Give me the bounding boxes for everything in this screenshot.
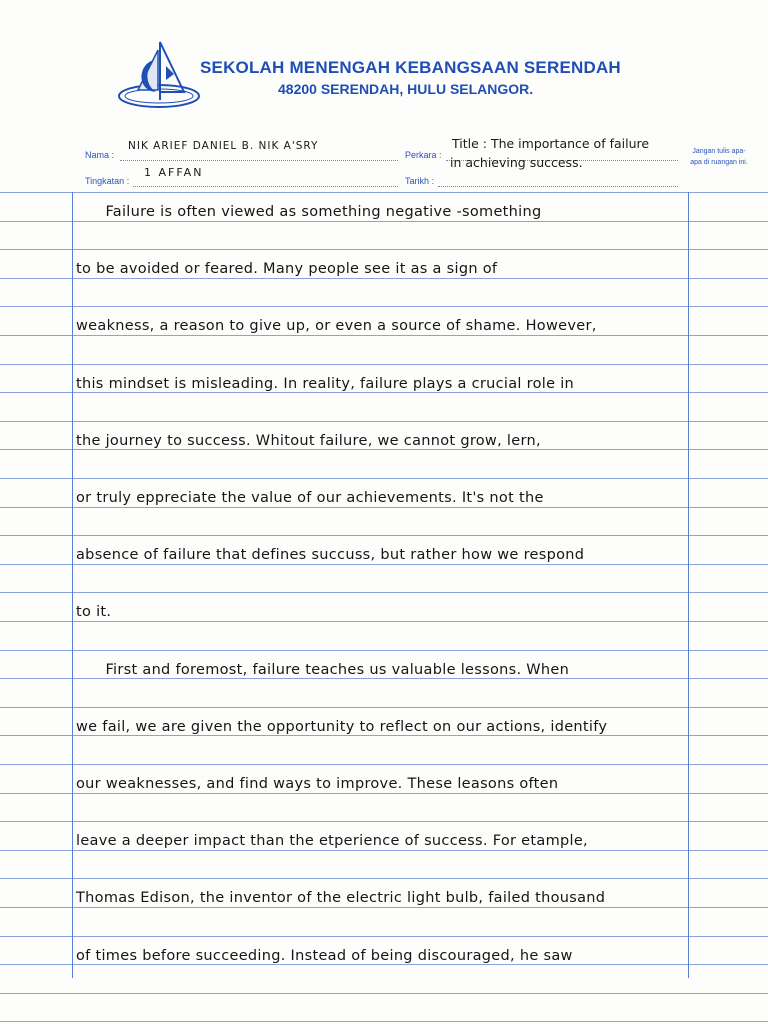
ruled-line: [0, 878, 768, 879]
ruled-line: [0, 507, 768, 508]
essay-line: we fail, we are given the opportunity to reflect on our actions, identify: [76, 718, 608, 735]
essay-line: our weaknesses, and find ways to improve. These leasons often: [76, 776, 559, 792]
ruled-line: [0, 421, 768, 422]
ruled-line: [0, 907, 768, 908]
date-line: [438, 186, 678, 187]
essay-line: leave a deeper impact than the etperience of success. For etample,: [76, 833, 588, 850]
ruled-line: [0, 764, 768, 765]
ruled-line: [0, 221, 768, 222]
ruled-line: [0, 821, 768, 822]
ruled-line: [0, 621, 768, 622]
essay-line: weakness, a reason to give up, or even a source of shame. However,: [76, 318, 597, 335]
essay-line: of times before succeeding. Instead of being discouraged, he saw: [76, 947, 573, 964]
class-line: [133, 186, 398, 187]
left-margin-line: [72, 192, 73, 978]
ruled-line: [0, 650, 768, 651]
essay-line: this mindset is misleading. In reality, failure plays a crucial role in: [76, 375, 575, 392]
ruled-line: [0, 707, 768, 708]
ruled-line: [0, 1021, 768, 1022]
ruled-line: [0, 306, 768, 307]
ruled-line: [0, 335, 768, 336]
subject-value-line1: Title : The importance of failure: [452, 136, 650, 151]
ruled-line: [0, 278, 768, 279]
school-logo: [116, 40, 202, 124]
essay-line: to it.: [76, 604, 112, 621]
school-name: SEKOLAH MENENGAH KEBANGSAAN SERENDAH: [200, 58, 621, 77]
ruled-line: [0, 364, 768, 365]
ruled-line: [0, 592, 768, 593]
essay-line: First and foremost, failure teaches us valuable lessons. When: [76, 661, 570, 678]
name-label: Nama :: [85, 150, 115, 160]
ruled-line: [0, 936, 768, 937]
ruled-line: [0, 993, 768, 994]
ruled-line: [0, 564, 768, 565]
school-address: 48200 SERENDAH, HULU SELANGOR.: [278, 81, 534, 97]
essay-line: Thomas Edison, the inventor of the electric light bulb, failed thousand: [76, 890, 606, 907]
ruled-line: [0, 964, 768, 965]
essay-line: Failure is often viewed as something negative -something: [76, 204, 542, 220]
essay-line: the journey to success. Whitout failure, we cannot grow, lern,: [76, 432, 541, 449]
subject-value-line2: in achieving success.: [450, 155, 583, 170]
date-label: Tarikh :: [405, 176, 435, 186]
ruled-line: [0, 678, 768, 679]
essay-line: or truly eppreciate the value of our achievements. It's not the: [76, 490, 544, 506]
essay-line: absence of failure that defines succuss, but rather how we respond: [76, 547, 585, 564]
ruled-line: [0, 449, 768, 450]
subject-label: Perkara :: [405, 150, 442, 160]
class-value: 1 AFFAN: [144, 166, 204, 179]
ruled-line: [0, 735, 768, 736]
ruled-line: [0, 478, 768, 479]
ruled-line: [0, 392, 768, 393]
name-line: [120, 160, 398, 161]
ruled-line: [0, 793, 768, 794]
class-label: Tingkatan :: [85, 176, 130, 186]
essay-line: to be avoided or feared. Many people see it as a sign of: [76, 261, 498, 278]
ruled-line: [0, 535, 768, 536]
name-value: NIK ARIEF DANIEL B. NIK A'SRY: [128, 140, 319, 152]
ruled-line: [0, 850, 768, 851]
ruled-line: [0, 192, 768, 193]
side-note: Jangan tulis apa-apa di ruangan ini.: [690, 148, 748, 166]
ruled-line: [0, 249, 768, 250]
right-margin-line: [688, 192, 689, 978]
